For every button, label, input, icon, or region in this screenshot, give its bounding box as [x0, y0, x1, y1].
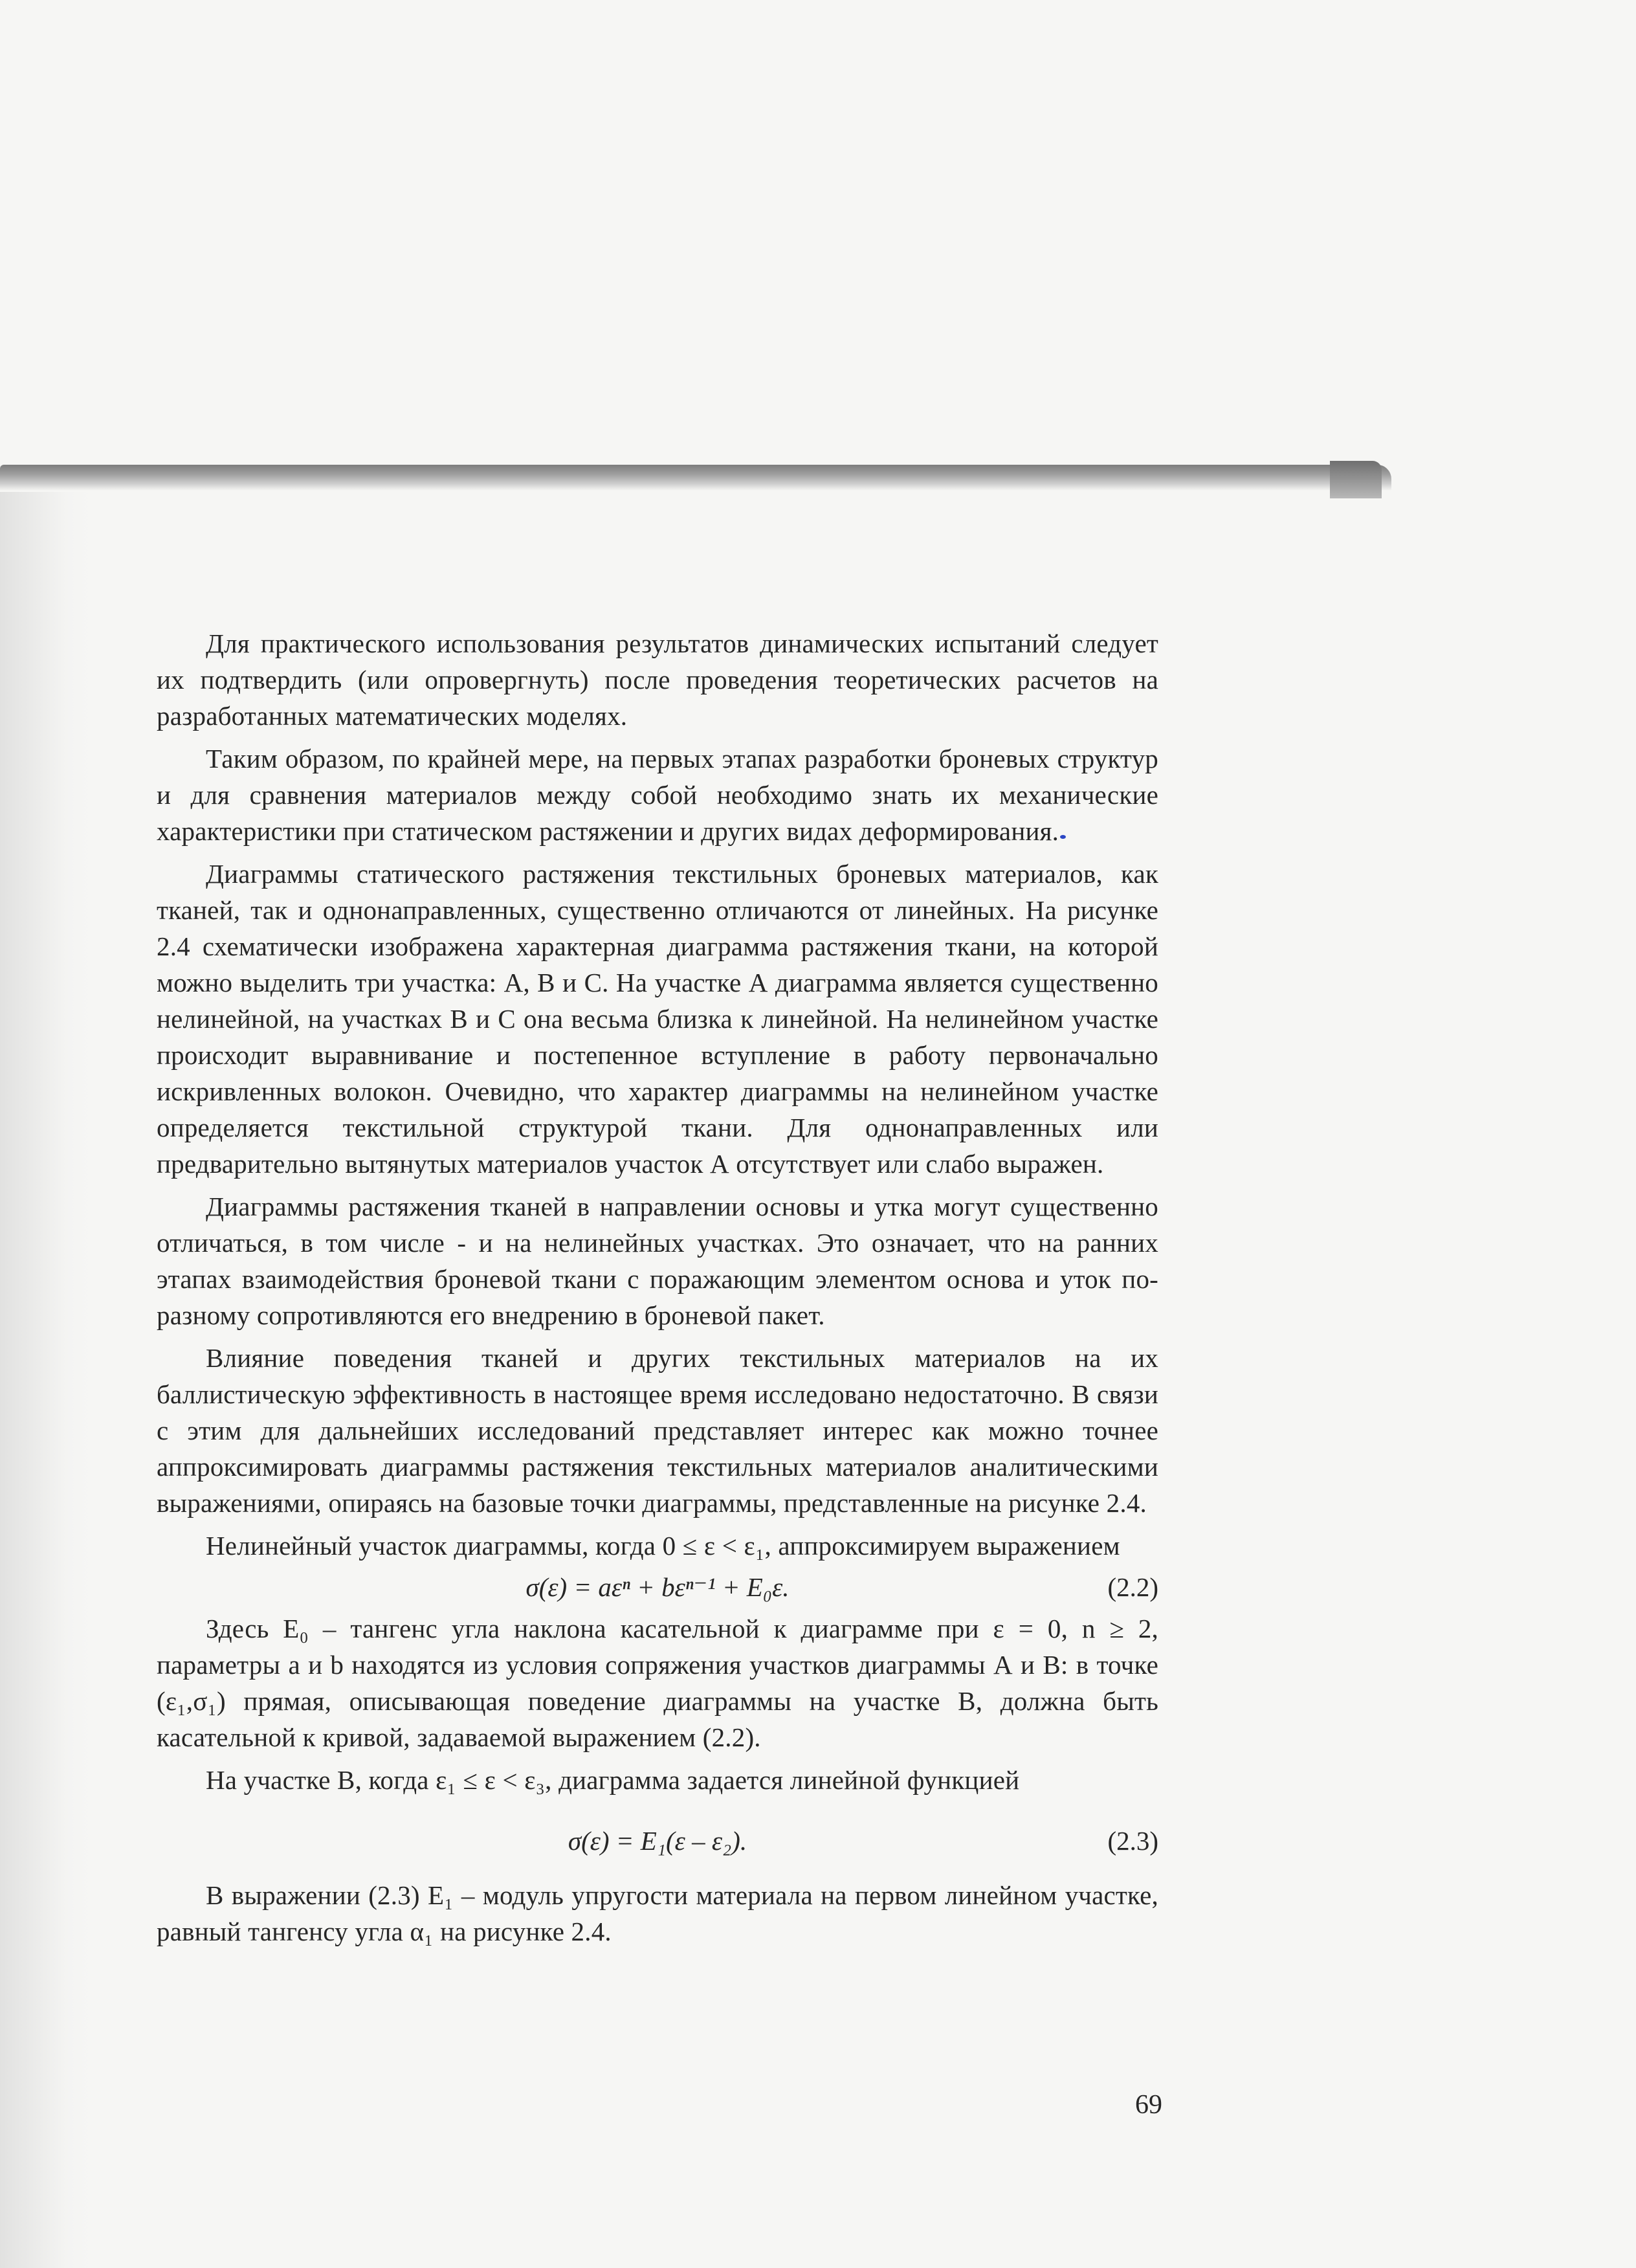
equation-2-2	[157, 1564, 1158, 1610]
page-number: 69	[1135, 2090, 1162, 2120]
scan-top-edge-corner	[1330, 461, 1382, 498]
paragraph-4: Диаграммы растяжения тканей в направлении основы и утка могут существенно отличаться, в том числе - и на нелинейных участках. Это означает, что на ранних этапах взаимодействия броневой ткани с поражающим элементом основа и уток по-разному сопротивляются его внедрению в броневой пакет.	[157, 1192, 1158, 1330]
paragraph-8: На участке В, когда ε₁ ≤ ε < ε₃, диаграмма задается линейной функцией	[206, 1765, 1020, 1795]
equation-2-3-number: (2.3)	[1107, 1826, 1158, 1856]
paragraph-3: Диаграммы статического растяжения текстильных броневых материалов, как тканей, так и однонаправленных, существенно отличаются от линейных. На рисунке 2.4 схематически изображена характерная диаграмма растяжения ткани, на которой можно выделить три участка: А, В и С. На участке А диаграмма является существенно нелинейной, на участках В и С она весьма близка к линейной. На нелинейном участке происходит выравнивание и постепенное вступление в работу первоначально искривленных волокон. Очевидно, что характер диаграммы на нелинейном участке определяется текстильной структурой ткани. Для однонаправленных или предварительно вытянутых материалов участок А отсутствует или слабо выражен.	[157, 859, 1158, 1179]
equation-2-2-expression: σ(ε) = aεⁿ + bεⁿ⁻¹ + E₀ε.	[525, 1572, 790, 1602]
paragraph-9: В выражении (2.3) E₁ – модуль упругости материала на первом линейном участке, равный тангенсу угла α₁ на рисунке 2.4.	[157, 1880, 1158, 1946]
page-body	[157, 625, 1158, 1956]
paragraph-1: Для практического использования результатов динамических испытаний следует их подтвердить (или опровергнуть) после проведения теоретических расчетов на разработанных математических моделях.	[157, 628, 1158, 731]
scan-top-edge	[0, 465, 1391, 491]
paragraph-6: Нелинейный участок диаграммы, когда 0 ≤ ε < ε₁, аппроксимируем выражением	[206, 1531, 1120, 1561]
equation-2-2-number: (2.2)	[1107, 1572, 1158, 1602]
scan-binding-shadow	[0, 492, 97, 2268]
paragraph-2: Таким образом, по крайней мере, на первых этапах разработки броневых структур и для сравнения материалов между собой необходимо знать их механические характеристики при статическом растяжении и других видах деформирования.	[157, 744, 1158, 846]
paragraph-5: Влияние поведения тканей и других текстильных материалов на их баллистическую эффективность в настоящее время исследовано недостаточно. В связи с этим для дальнейших исследований представляет интерес как можно точнее аппроксимировать диаграммы растяжения текстильных материалов аналитическими выражениями, опираясь на базовые точки диаграммы, представленные на рисунке 2.4.	[157, 1343, 1158, 1518]
equation-2-3-expression: σ(ε) = E₁(ε – ε₂).	[568, 1826, 747, 1856]
paragraph-7: Здесь E₀ – тангенс угла наклона касательной к диаграмме при ε = 0, n ≥ 2, параметры a и b находятся из условия сопряжения участков диаграммы А и В: в точке (ε₁,σ₁) прямая, описывающая поведение диаграммы на участке В, должна быть касательной к кривой, задаваемой выражением (2.2).	[157, 1614, 1158, 1752]
equation-2-3	[157, 1818, 1158, 1864]
